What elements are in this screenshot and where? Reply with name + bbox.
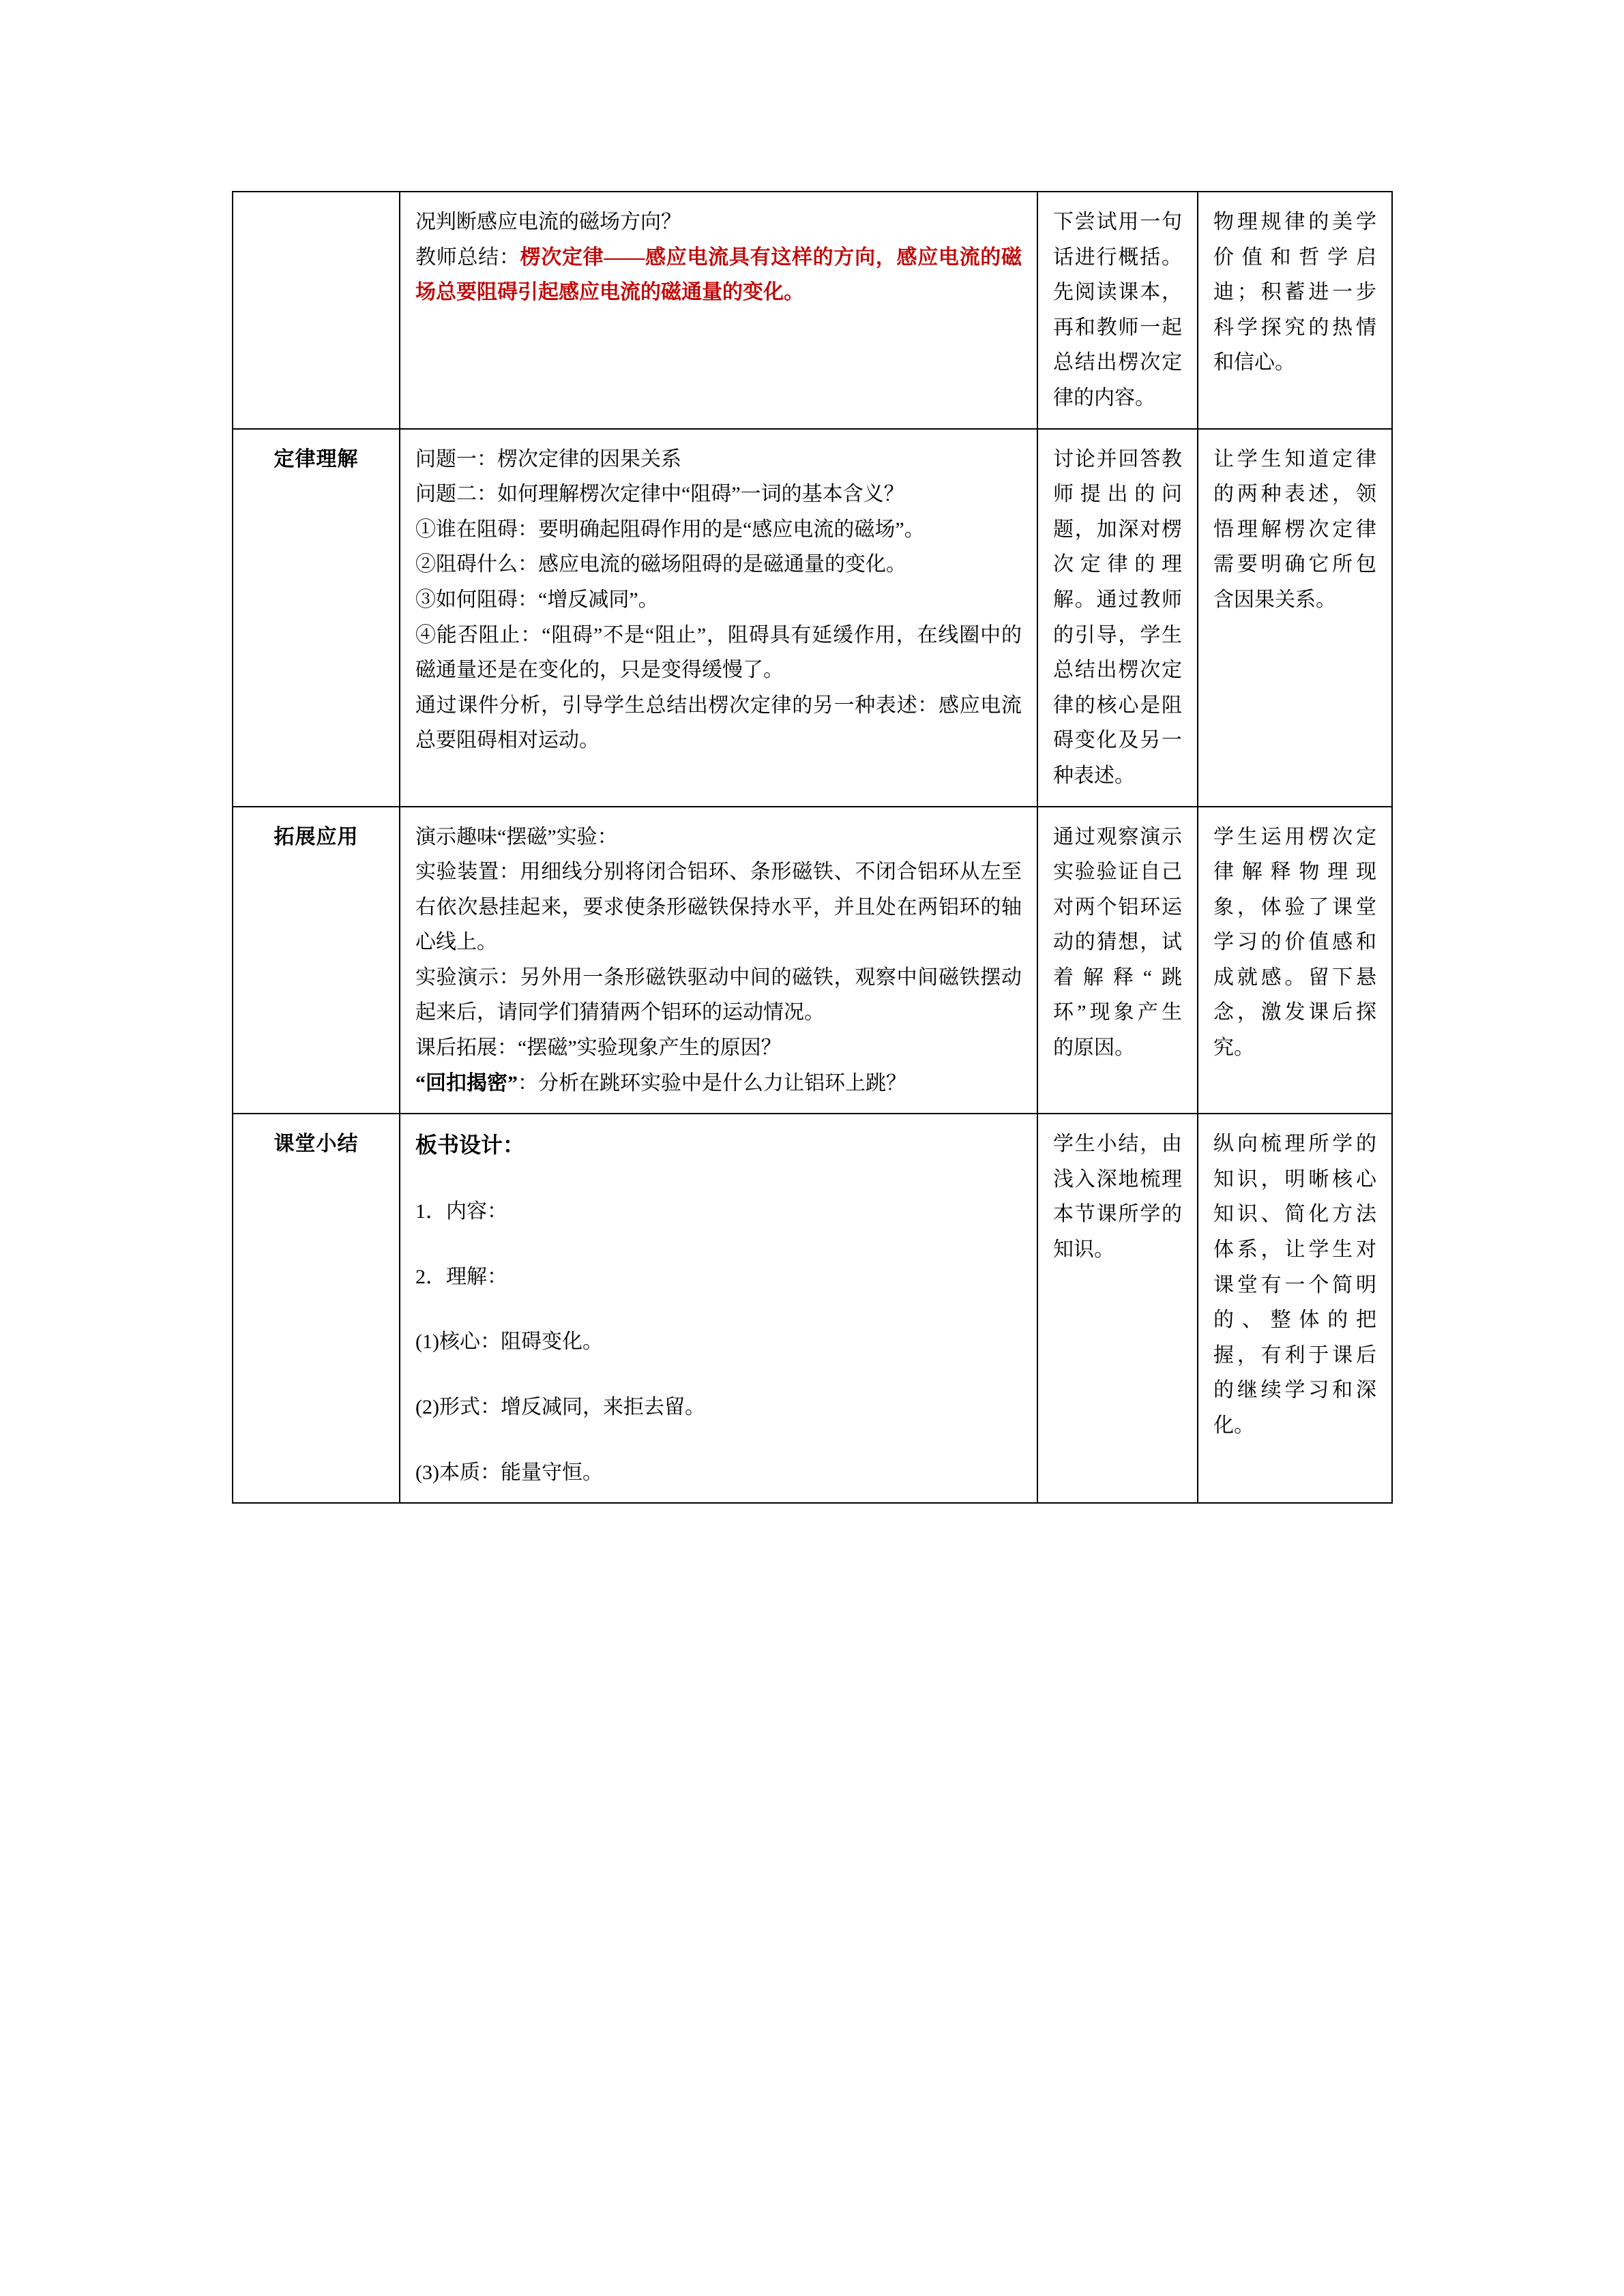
main-text-line: (1)核心：阻碍变化。 (415, 1330, 603, 1354)
main-text-line: 演示趣味“摆磁”实验： (415, 825, 618, 848)
main-text-line: 问题一：楞次定律的因果关系 (415, 447, 681, 471)
lesson-plan-table (232, 191, 1393, 1504)
table-row (233, 429, 1392, 807)
main-text-line: 实验装置：用细线分别将闭合铝环、条形磁铁、不闭合铝环从左至右依次悬挂起来，要求使条形磁铁保持水平，并且处在两铝环的轴心线上。 (415, 861, 1022, 954)
row-design-intent-cell: 物理规律的美学价值和哲学启迪；积蓄进一步科学探究的热情和信心。 (1198, 192, 1392, 429)
main-text-line: 课后拓展：“摆磁”实验现象产生的原因？ (415, 1037, 782, 1060)
table-row (233, 192, 1392, 429)
table-row (233, 807, 1392, 1114)
lenz-law-statement: 楞次定律——感应电流具有这样的方向，感应电流的磁场总要阻碍引起感应电流的磁通量的变化。 (415, 245, 1022, 304)
main-text-line: ①谁在阻碍：要明确起阻碍作用的是“感应电流的磁场”。 (415, 518, 925, 541)
main-text-line: 实验演示：另外用一条形磁铁驱动中间的磁铁，观察中间磁铁摆动起来后，请同学们猜猜两个铝环的运动情况。 (415, 966, 1022, 1024)
row-student-activity-cell: 讨论并回答教师提出的问题，加深对楞次定律的理解。通过教师的引导，学生总结出楞次定律的核心是阻碍变化及另一种表述。 (1037, 429, 1198, 807)
row-design-intent-cell: 学生运用楞次定律解释物理现象，体验了课堂学习的价值感和成就感。留下悬念，激发课后探究。 (1198, 807, 1392, 1114)
main-text-line: 2．理解： (415, 1265, 507, 1288)
row-student-activity-cell: 学生小结，由浅入深地梳理本节课所学的知识。 (1037, 1114, 1198, 1503)
row-main-cell (400, 429, 1037, 807)
main-text-line: ②阻碍什么：感应电流的磁场阻碍的是磁通量的变化。 (415, 553, 906, 576)
row-student-activity-cell: 下尝试用一句话进行概括。先阅读课本，再和教师一起总结出楞次定律的内容。 (1037, 192, 1198, 429)
main-text-line-huikou (415, 1066, 1022, 1101)
row-label-cell-extension: 拓展应用 (233, 807, 400, 1114)
row-main-cell (400, 192, 1037, 429)
main-text-line: (3)本质：能量守恒。 (415, 1461, 603, 1484)
main-text-line: 问题二：如何理解楞次定律中“阻碍”一词的基本含义？ (415, 483, 904, 506)
main-text-line: ④能否阻止：“阻碍”不是“阻止”，阻碍具有延缓作用，在线圈中的磁通量还是在变化的，只是变得缓慢了。 (415, 623, 1022, 682)
main-text-line: 1．内容： (415, 1200, 507, 1223)
main-text-line: 况判断感应电流的磁场方向？ (415, 211, 681, 233)
row-label-cell (233, 192, 400, 429)
row-label-cell-summary: 课堂小结 (233, 1114, 400, 1503)
main-text-line: 通过课件分析，引导学生总结出楞次定律的另一种表述：感应电流总要阻碍相对运动。 (415, 694, 1022, 752)
row-design-intent-cell: 让学生知道定律的两种表述，领悟理解楞次定律需要明确它所包含因果关系。 (1198, 429, 1392, 807)
table-row (233, 1114, 1392, 1503)
blackboard-design-heading: 板书设计： (415, 1133, 525, 1158)
main-text-line: (2)形式：增反减同，来拒去留。 (415, 1396, 705, 1419)
row-main-cell (400, 1114, 1037, 1503)
main-text-line-teacher-summary (415, 240, 1022, 310)
row-design-intent-cell: 纵向梳理所学的知识，明晰核心知识、简化方法体系，让学生对课堂有一个简明的、整体的把握，有利于课后的继续学习和深化。 (1198, 1114, 1392, 1503)
huikou-jiemi-text: ：分析在跳环实验中是什么力让铝环上跳？ (518, 1071, 906, 1094)
main-text-line: ③如何阻碍：“增反减同”。 (415, 588, 659, 611)
row-label-cell-law-understanding: 定律理解 (233, 429, 400, 807)
row-main-cell (400, 807, 1037, 1114)
teacher-summary-prefix: 教师总结： (415, 245, 520, 269)
huikou-jiemi-label: “回扣揭密” (415, 1071, 518, 1094)
row-student-activity-cell: 通过观察演示实验验证自己对两个铝环运动的猜想，试着解释“跳环”现象产生的原因。 (1037, 807, 1198, 1114)
